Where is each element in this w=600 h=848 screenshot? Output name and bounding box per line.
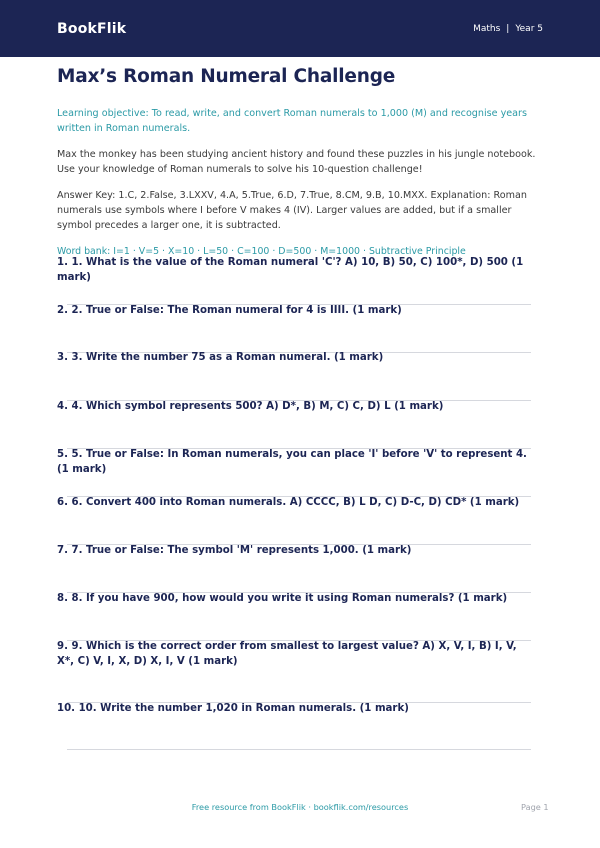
subject-label: Maths (473, 23, 501, 34)
question-item: 4. 4. Which symbol represents 500? A) D*, B) M, C) C, D) L (1 mark) (57, 401, 444, 412)
page-title: Max’s Roman Numeral Challenge (57, 66, 396, 87)
question-item: 8. 8. If you have 900, how would you write it using Roman numerals? (1 mark) (57, 593, 508, 604)
answer-key: Answer Key: 1.C, 2.False, 3.LXXV, 4.A, 5.True, 6.D, 7.True, 8.CM, 9.B, 10.MXX. Explanation: Roman numerals use symbols where I before V makes 4 (IV). Larger values are added, but if a smaller symbol precedes a larger one, it is subtracted. (57, 190, 527, 231)
question-item: 1. 1. What is the value of the Roman numeral 'C'? A) 10, B) 50, C) 100*, D) 500 (1 mark) (57, 257, 524, 283)
question-item: 5. 5. True or False: In Roman numerals, you can place 'I' before 'V' to represent 4. (1 mark) (57, 449, 527, 475)
question-item: 9. 9. Which is the correct order from smallest to largest value? A) X, V, I, B) I, V, X*, C) V, I, X, D) X, I, V (1 mark) (57, 641, 517, 667)
word-bank: Word bank: I=1 · V=5 · X=10 · L=50 · C=100 · D=500 · M=1000 · Subtractive Principle (57, 246, 466, 257)
subject-year-label (473, 24, 543, 34)
worksheet-intro (57, 66, 543, 259)
brand-logo[interactable]: BookFlik (57, 20, 127, 37)
year-label: Year 5 (515, 23, 543, 34)
answer-line (67, 749, 531, 750)
page-header (0, 0, 600, 57)
question-item: 7. 7. True or False: The symbol 'M' represents 1,000. (1 mark) (57, 545, 412, 556)
question-item: 2. 2. True or False: The Roman numeral for 4 is IIII. (1 mark) (57, 305, 402, 316)
footer-credit[interactable]: Free resource from BookFlik · bookflik.com/resources (191, 802, 409, 812)
learning-objective: Learning objective: To read, write, and convert Roman numerals to 1,000 (M) and recognise years written in Roman numerals. (57, 108, 527, 134)
subject-separator: | (506, 23, 510, 34)
question-item: 6. 6. Convert 400 into Roman numerals. A) CCCC, B) L D, C) D-C, D) CD* (1 mark) (57, 497, 520, 508)
page-number: Page 1 (521, 802, 549, 812)
question-item: 3. 3. Write the number 75 as a Roman numeral. (1 mark) (57, 352, 384, 363)
question-item: 10. 10. Write the number 1,020 in Roman numerals. (1 mark) (57, 703, 409, 714)
intro-paragraph: Max the monkey has been studying ancient history and found these puzzles in his jungle notebook. Use your knowledge of Roman numerals to solve his 10-question challenge! (57, 149, 536, 175)
